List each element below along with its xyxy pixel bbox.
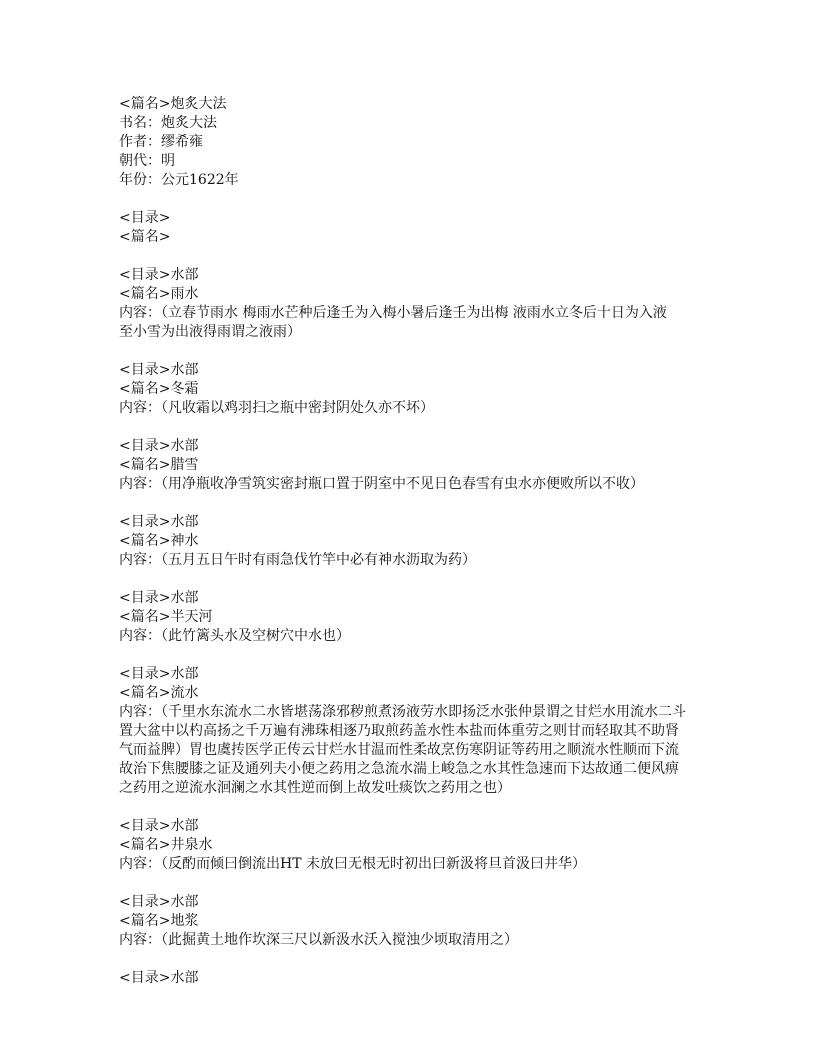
entry-catalog: <目录>水部 [119, 970, 199, 986]
spacer [119, 418, 699, 437]
spacer [119, 570, 699, 589]
toc-catalog-line: <目录> [119, 210, 171, 226]
entry-flowing-water [119, 665, 699, 798]
entry-catalog: <目录>水部 [119, 666, 199, 682]
entry-content-line: 之药用之逆流水洄澜之水其性逆而倒上故发吐痰饮之药用之也） [119, 780, 511, 796]
spacer [119, 950, 699, 969]
entry-earth-slurry [119, 893, 699, 950]
entry-divine-water [119, 513, 699, 570]
entry-content-line: 内容：（千里水东流水二水皆堪荡涤邪秽煎煮汤液劳水即扬泛水张仲景谓之甘烂水用流水二斗 [119, 704, 686, 720]
spacer [119, 190, 699, 209]
book-name-line: 书名：炮炙大法 [119, 115, 217, 131]
entry-winter-snow [119, 437, 699, 494]
entry-catalog: <目录>水部 [119, 438, 199, 454]
entry-chapter: <篇名>冬霜 [119, 381, 199, 397]
entry-content-line: 气而益脾）胃也虞抟医学正传云甘烂水甘温而性柔故烹伤寒阴证等药用之顺流水性顺而下流 [119, 742, 679, 758]
spacer [119, 494, 699, 513]
title-line: <篇名>炮炙大法 [119, 96, 227, 112]
entry-chapter: <篇名>半天河 [119, 609, 213, 625]
entry-chapter: <篇名>流水 [119, 685, 199, 701]
entry-catalog: <目录>水部 [119, 818, 199, 834]
author-line: 作者：缪希雍 [119, 134, 203, 150]
spacer [119, 874, 699, 893]
entry-chapter: <篇名>地浆 [119, 913, 199, 929]
entry-content-line: 内容：（五月五日午时有雨急伐竹竿中必有神水沥取为药） [119, 552, 476, 568]
entry-content-line: 故治下焦腰膝之证及通列夫小便之药用之急流水湍上峻急之水其性急速而下达故通二便风痹 [119, 761, 679, 777]
spacer [119, 247, 699, 266]
spacer [119, 646, 699, 665]
entry-content-line: 置大盆中以杓高扬之千万遍有沸珠相逐乃取煎药盖水性本盐而体重劳之则甘而轻取其不助肾 [119, 723, 679, 739]
spacer [119, 342, 699, 361]
entry-sky-river [119, 589, 699, 646]
entry-content-line: 内容：（凡收霜以鸡羽扫之瓶中密封阴处久亦不坏） [119, 400, 434, 416]
toc-block [119, 209, 699, 247]
entry-catalog: <目录>水部 [119, 514, 199, 530]
entry-content-line: 内容：（反酌而倾曰倒流出HT 未放曰无根无时初出曰新汲将旦首汲曰井华） [119, 856, 586, 872]
document-page [119, 95, 699, 988]
entry-catalog: <目录>水部 [119, 267, 199, 283]
year-line: 年份：公元1622年 [119, 172, 239, 188]
spacer [119, 798, 699, 817]
entry-content-line: 内容：（立春节雨水 梅雨水芒种后逢壬为入梅小暑后逢壬为出梅 液雨水立冬后十日为入液 [119, 305, 667, 321]
entry-catalog: <目录>水部 [119, 590, 199, 606]
dynasty-line: 朝代：明 [119, 153, 175, 169]
toc-chapter-line: <篇名> [119, 229, 171, 245]
trailing-entry [119, 969, 699, 988]
entry-well-water [119, 817, 699, 874]
entry-catalog: <目录>水部 [119, 362, 199, 378]
entry-content-line: 内容：（此掘黄土地作坎深三尺以新汲水沃入搅浊少顷取清用之） [119, 932, 518, 948]
entry-catalog: <目录>水部 [119, 894, 199, 910]
entry-winter-frost [119, 361, 699, 418]
entry-content-line: 内容：（用净瓶收净雪筑实密封瓶口置于阴室中不见日色春雪有虫水亦便败所以不收） [119, 476, 644, 492]
entry-content-line: 至小雪为出液得雨谓之液雨） [119, 324, 301, 340]
entry-chapter: <篇名>井泉水 [119, 837, 213, 853]
entry-content-line: 内容：（此竹篱头水及空树穴中水也） [119, 628, 350, 644]
entry-chapter: <篇名>腊雪 [119, 457, 199, 473]
entry-rain-water [119, 266, 699, 342]
book-header [119, 95, 699, 190]
entry-chapter: <篇名>雨水 [119, 286, 199, 302]
entry-chapter: <篇名>神水 [119, 533, 199, 549]
